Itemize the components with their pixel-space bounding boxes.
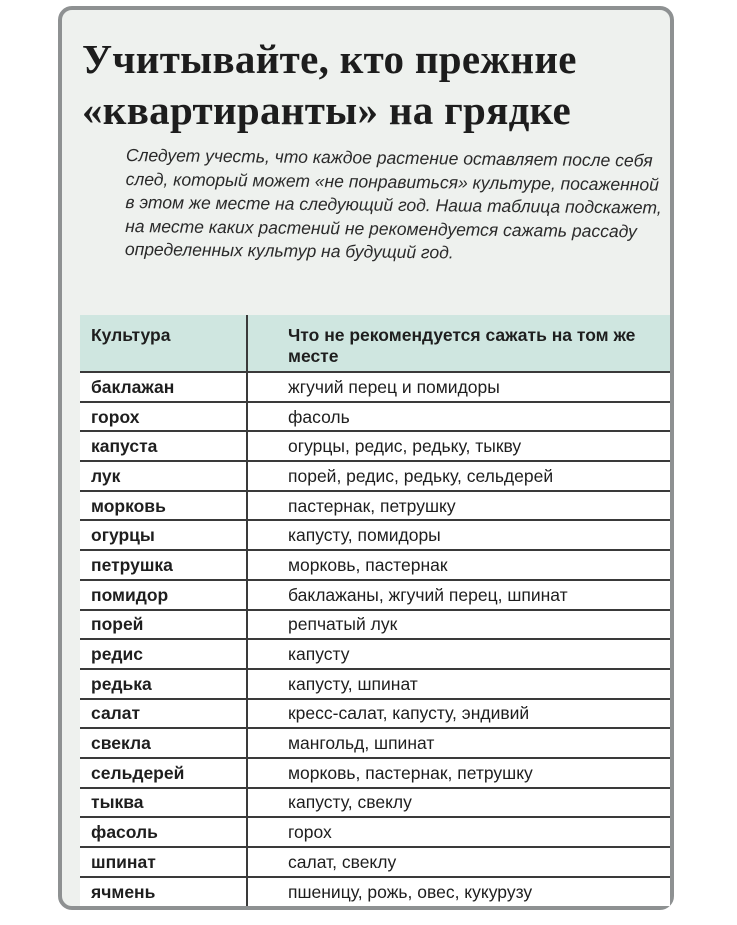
not-recommended-cell: капусту, помидоры	[247, 520, 670, 550]
crop-cell: капуста	[80, 431, 247, 461]
not-recommended-cell: кресс-салат, капусту, эндивий	[247, 699, 670, 729]
crop-cell: морковь	[80, 491, 247, 521]
not-recommended-cell: пастернак, петрушку	[247, 491, 670, 521]
crop-cell: лук	[80, 461, 247, 491]
column-header-not-recommended: Что не рекомендуется сажать на том же месте	[247, 315, 670, 372]
not-recommended-cell: капусту, шпинат	[247, 669, 670, 699]
page-title: Учитывайте, кто прежние «квартиранты» на грядке	[82, 36, 577, 133]
table-row	[80, 520, 670, 550]
crop-cell: баклажан	[80, 372, 247, 402]
crop-cell: фасоль	[80, 817, 247, 847]
not-recommended-cell: капусту, свеклу	[247, 788, 670, 818]
crop-cell: свекла	[80, 728, 247, 758]
crop-cell: сельдерей	[80, 758, 247, 788]
not-recommended-cell: морковь, пастернак, петрушку	[247, 758, 670, 788]
crop-cell: огурцы	[80, 520, 247, 550]
table-row	[80, 758, 670, 788]
table-row	[80, 461, 670, 491]
crop-cell: салат	[80, 699, 247, 729]
table-row	[80, 550, 670, 580]
not-recommended-cell: пшеницу, рожь, овес, кукурузу	[247, 877, 670, 907]
crop-cell: горох	[80, 402, 247, 432]
table-row	[80, 580, 670, 610]
table-row	[80, 491, 670, 521]
table-row	[80, 728, 670, 758]
table-row	[80, 431, 670, 461]
not-recommended-cell: морковь, пастернак	[247, 550, 670, 580]
not-recommended-cell: салат, свеклу	[247, 847, 670, 877]
table-row	[80, 372, 670, 402]
intro-text: Следует учесть, что каждое растение оставляет после себя след, который может «не понравиться» культуре, посаженной в этом же месте на следующий год. Наша таблица подскажет, на месте каких растений не рекомендуется сажать рассаду определенных культур на будущий год.	[124, 144, 662, 263]
not-recommended-cell: порей, редис, редьку, сельдерей	[247, 461, 670, 491]
not-recommended-cell: жгучий перец и помидоры	[247, 372, 670, 402]
table-body	[80, 372, 670, 906]
table-row	[80, 877, 670, 907]
not-recommended-cell: репчатый лук	[247, 610, 670, 640]
crop-cell: редис	[80, 639, 247, 669]
table-row	[80, 402, 670, 432]
not-recommended-cell: горох	[247, 817, 670, 847]
crop-cell: порей	[80, 610, 247, 640]
table-row	[80, 847, 670, 877]
crop-rotation-table	[80, 315, 670, 906]
crop-cell: помидор	[80, 580, 247, 610]
table-header-row	[80, 315, 670, 372]
column-header-crop: Культура	[80, 315, 247, 372]
crop-cell: редька	[80, 669, 247, 699]
not-recommended-cell: огурцы, редис, редьку, тыкву	[247, 431, 670, 461]
not-recommended-cell: мангольд, шпинат	[247, 728, 670, 758]
table-row	[80, 669, 670, 699]
table-row	[80, 610, 670, 640]
crop-cell: ячмень	[91, 882, 156, 903]
info-card	[58, 6, 674, 910]
table-row	[80, 699, 670, 729]
not-recommended-cell: капусту	[247, 639, 670, 669]
table-row	[80, 639, 670, 669]
not-recommended-cell: фасоль	[247, 402, 670, 432]
crop-cell: тыква	[80, 788, 247, 818]
not-recommended-cell: баклажаны, жгучий перец, шпинат	[247, 580, 670, 610]
crop-cell: петрушка	[80, 550, 247, 580]
table-row	[80, 788, 670, 818]
table-row	[80, 817, 670, 847]
crop-cell: шпинат	[80, 847, 247, 877]
